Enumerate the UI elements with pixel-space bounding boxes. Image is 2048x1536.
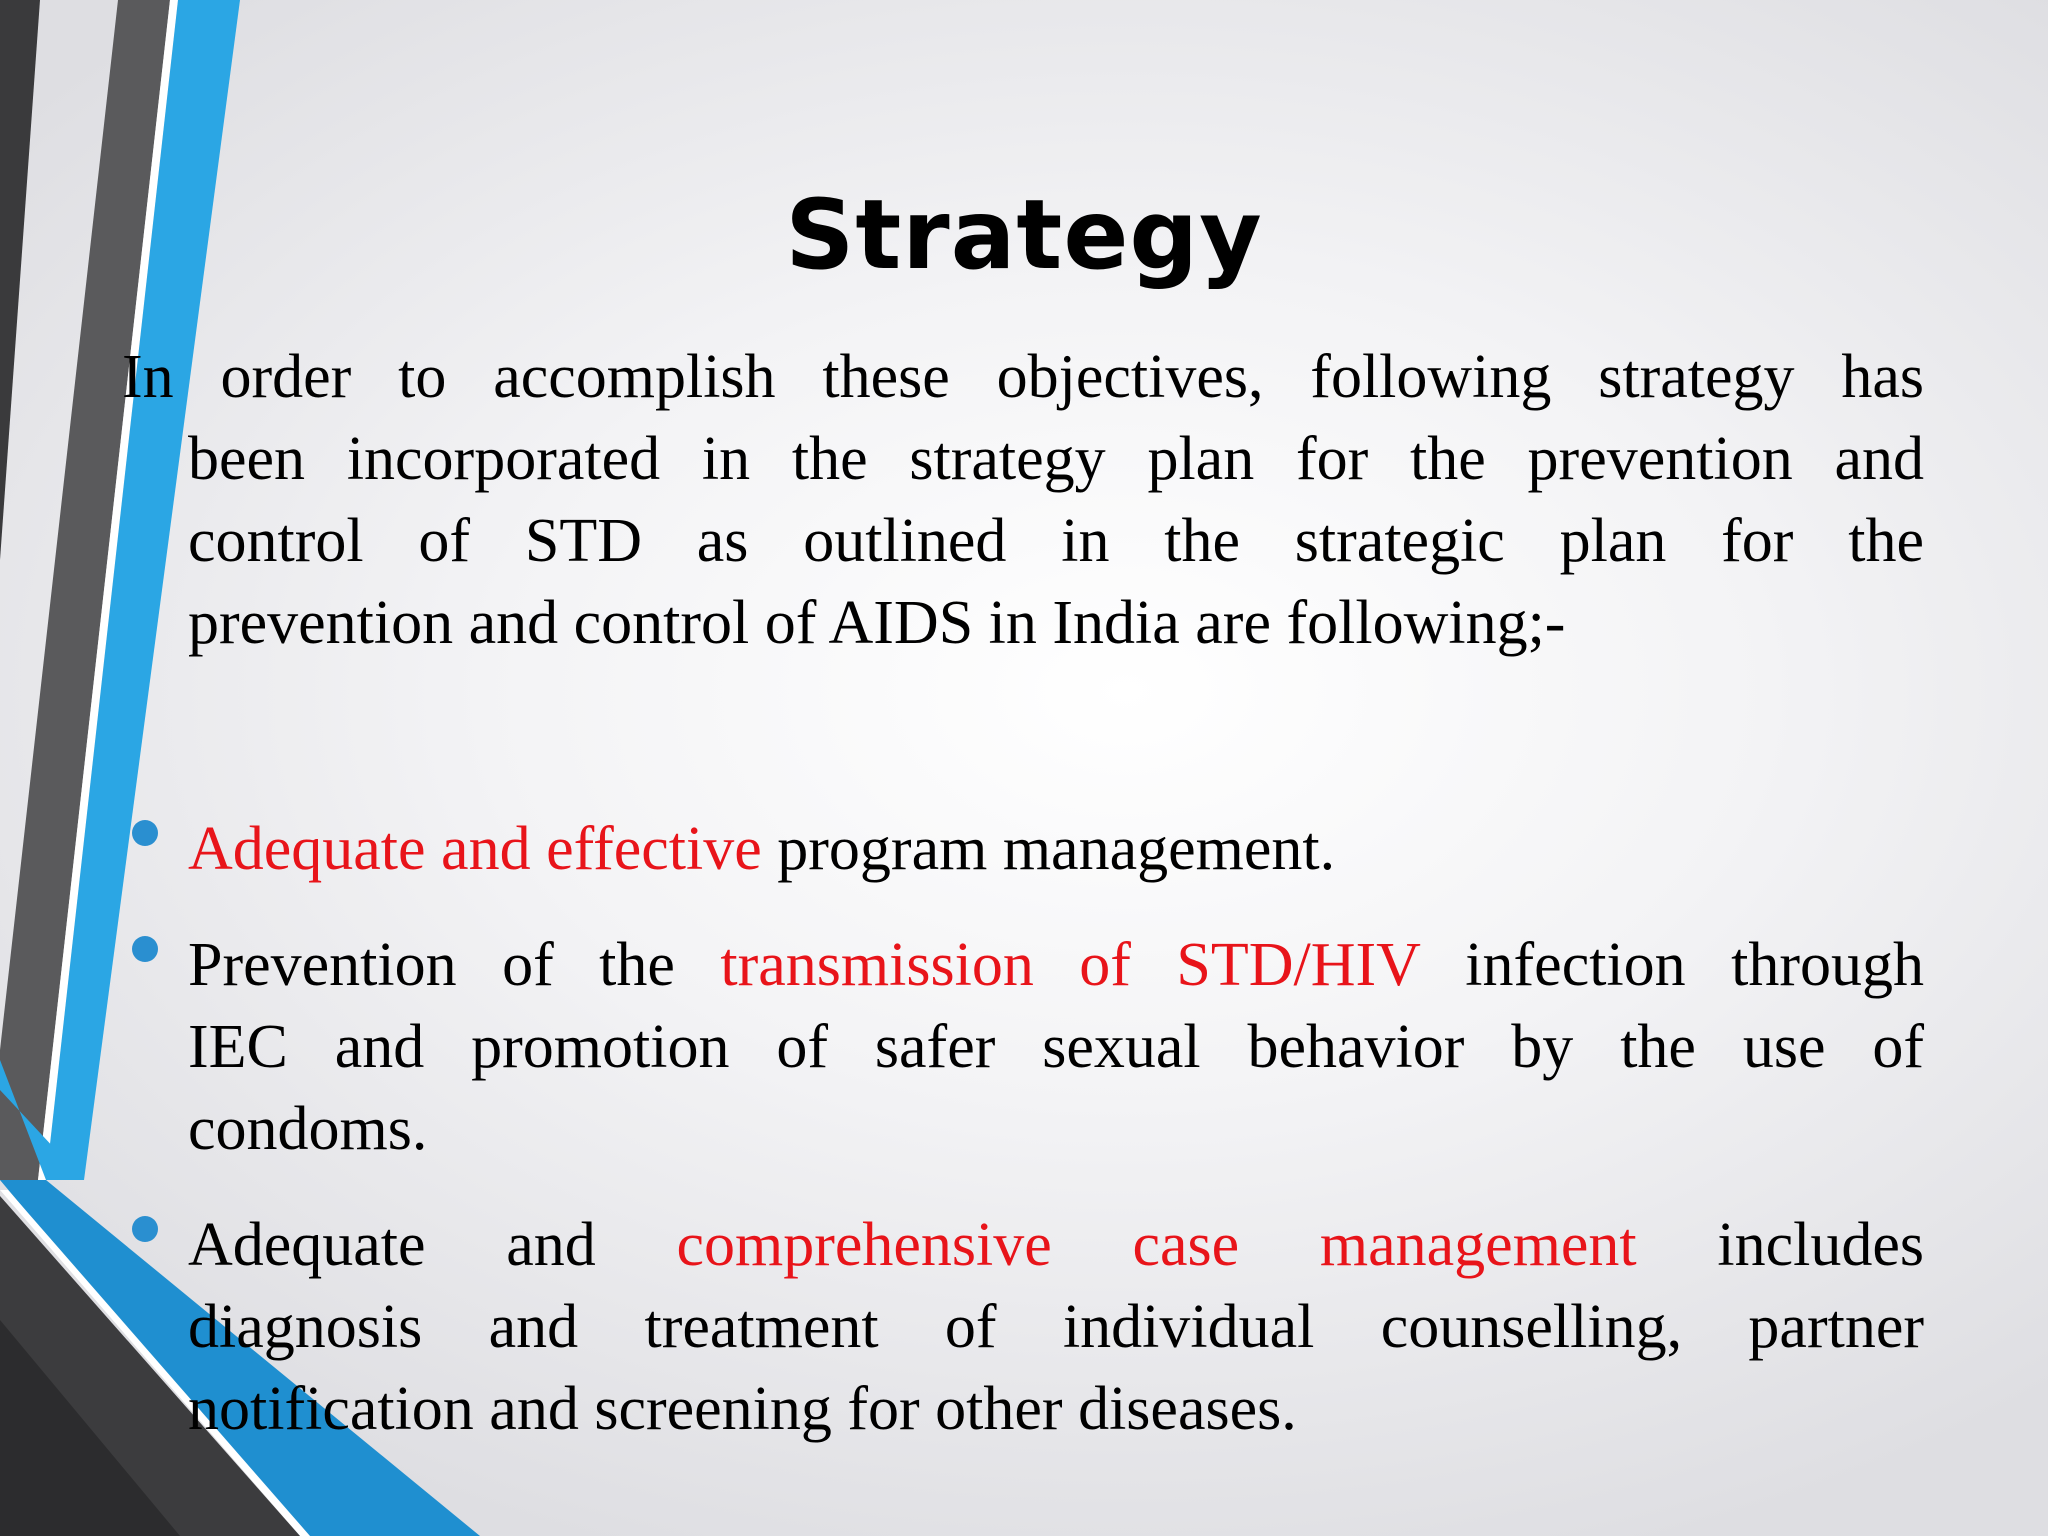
highlighted-text: transmission of STD/HIV <box>720 931 1420 999</box>
bullet-line <box>188 1368 1924 1450</box>
intro-line-4: prevention and control of AIDS in India are following;- <box>188 589 1566 657</box>
bullet-line <box>188 924 1924 1006</box>
bullet-item <box>188 1204 1924 1450</box>
bullet-text: Prevention of the <box>188 931 721 999</box>
bullet-line <box>188 1286 1924 1368</box>
intro-line-3: control of STD as outlined in the strategic plan for the <box>188 507 1924 575</box>
bullet-text: IEC and promotion of safer sexual behavior by the use of <box>188 1013 1924 1081</box>
bullet-line <box>188 808 1924 890</box>
bullet-item <box>188 808 1924 890</box>
bullet-text: includes <box>1636 1211 1925 1279</box>
highlighted-text: comprehensive case management <box>676 1211 1637 1279</box>
bullet-text: notification and screening for other diseases. <box>188 1375 1297 1443</box>
bullet-text: program management. <box>761 815 1336 883</box>
bullet-item <box>188 924 1924 1170</box>
bullet-text: condoms. <box>188 1095 428 1163</box>
bullet-line <box>188 1006 1924 1088</box>
bullet-line <box>188 1204 1924 1286</box>
bullet-text: diagnosis and treatment of individual counselling, partner <box>188 1293 1924 1361</box>
bullet-text: Adequate and <box>188 1211 677 1279</box>
bullet-text: infection through <box>1419 931 1924 999</box>
bullet-dot-icon <box>132 1216 158 1242</box>
intro-line-1: In order to accomplish these objectives, following strategy has <box>122 343 1924 411</box>
intro-line-2: been incorporated in the strategy plan for the prevention and <box>188 425 1924 493</box>
highlighted-text: Adequate and effective <box>188 815 762 883</box>
slide-title: Strategy <box>785 179 1263 291</box>
bullet-dot-icon <box>132 820 158 846</box>
bullet-line <box>188 1088 1924 1170</box>
bullet-dot-icon <box>132 936 158 962</box>
